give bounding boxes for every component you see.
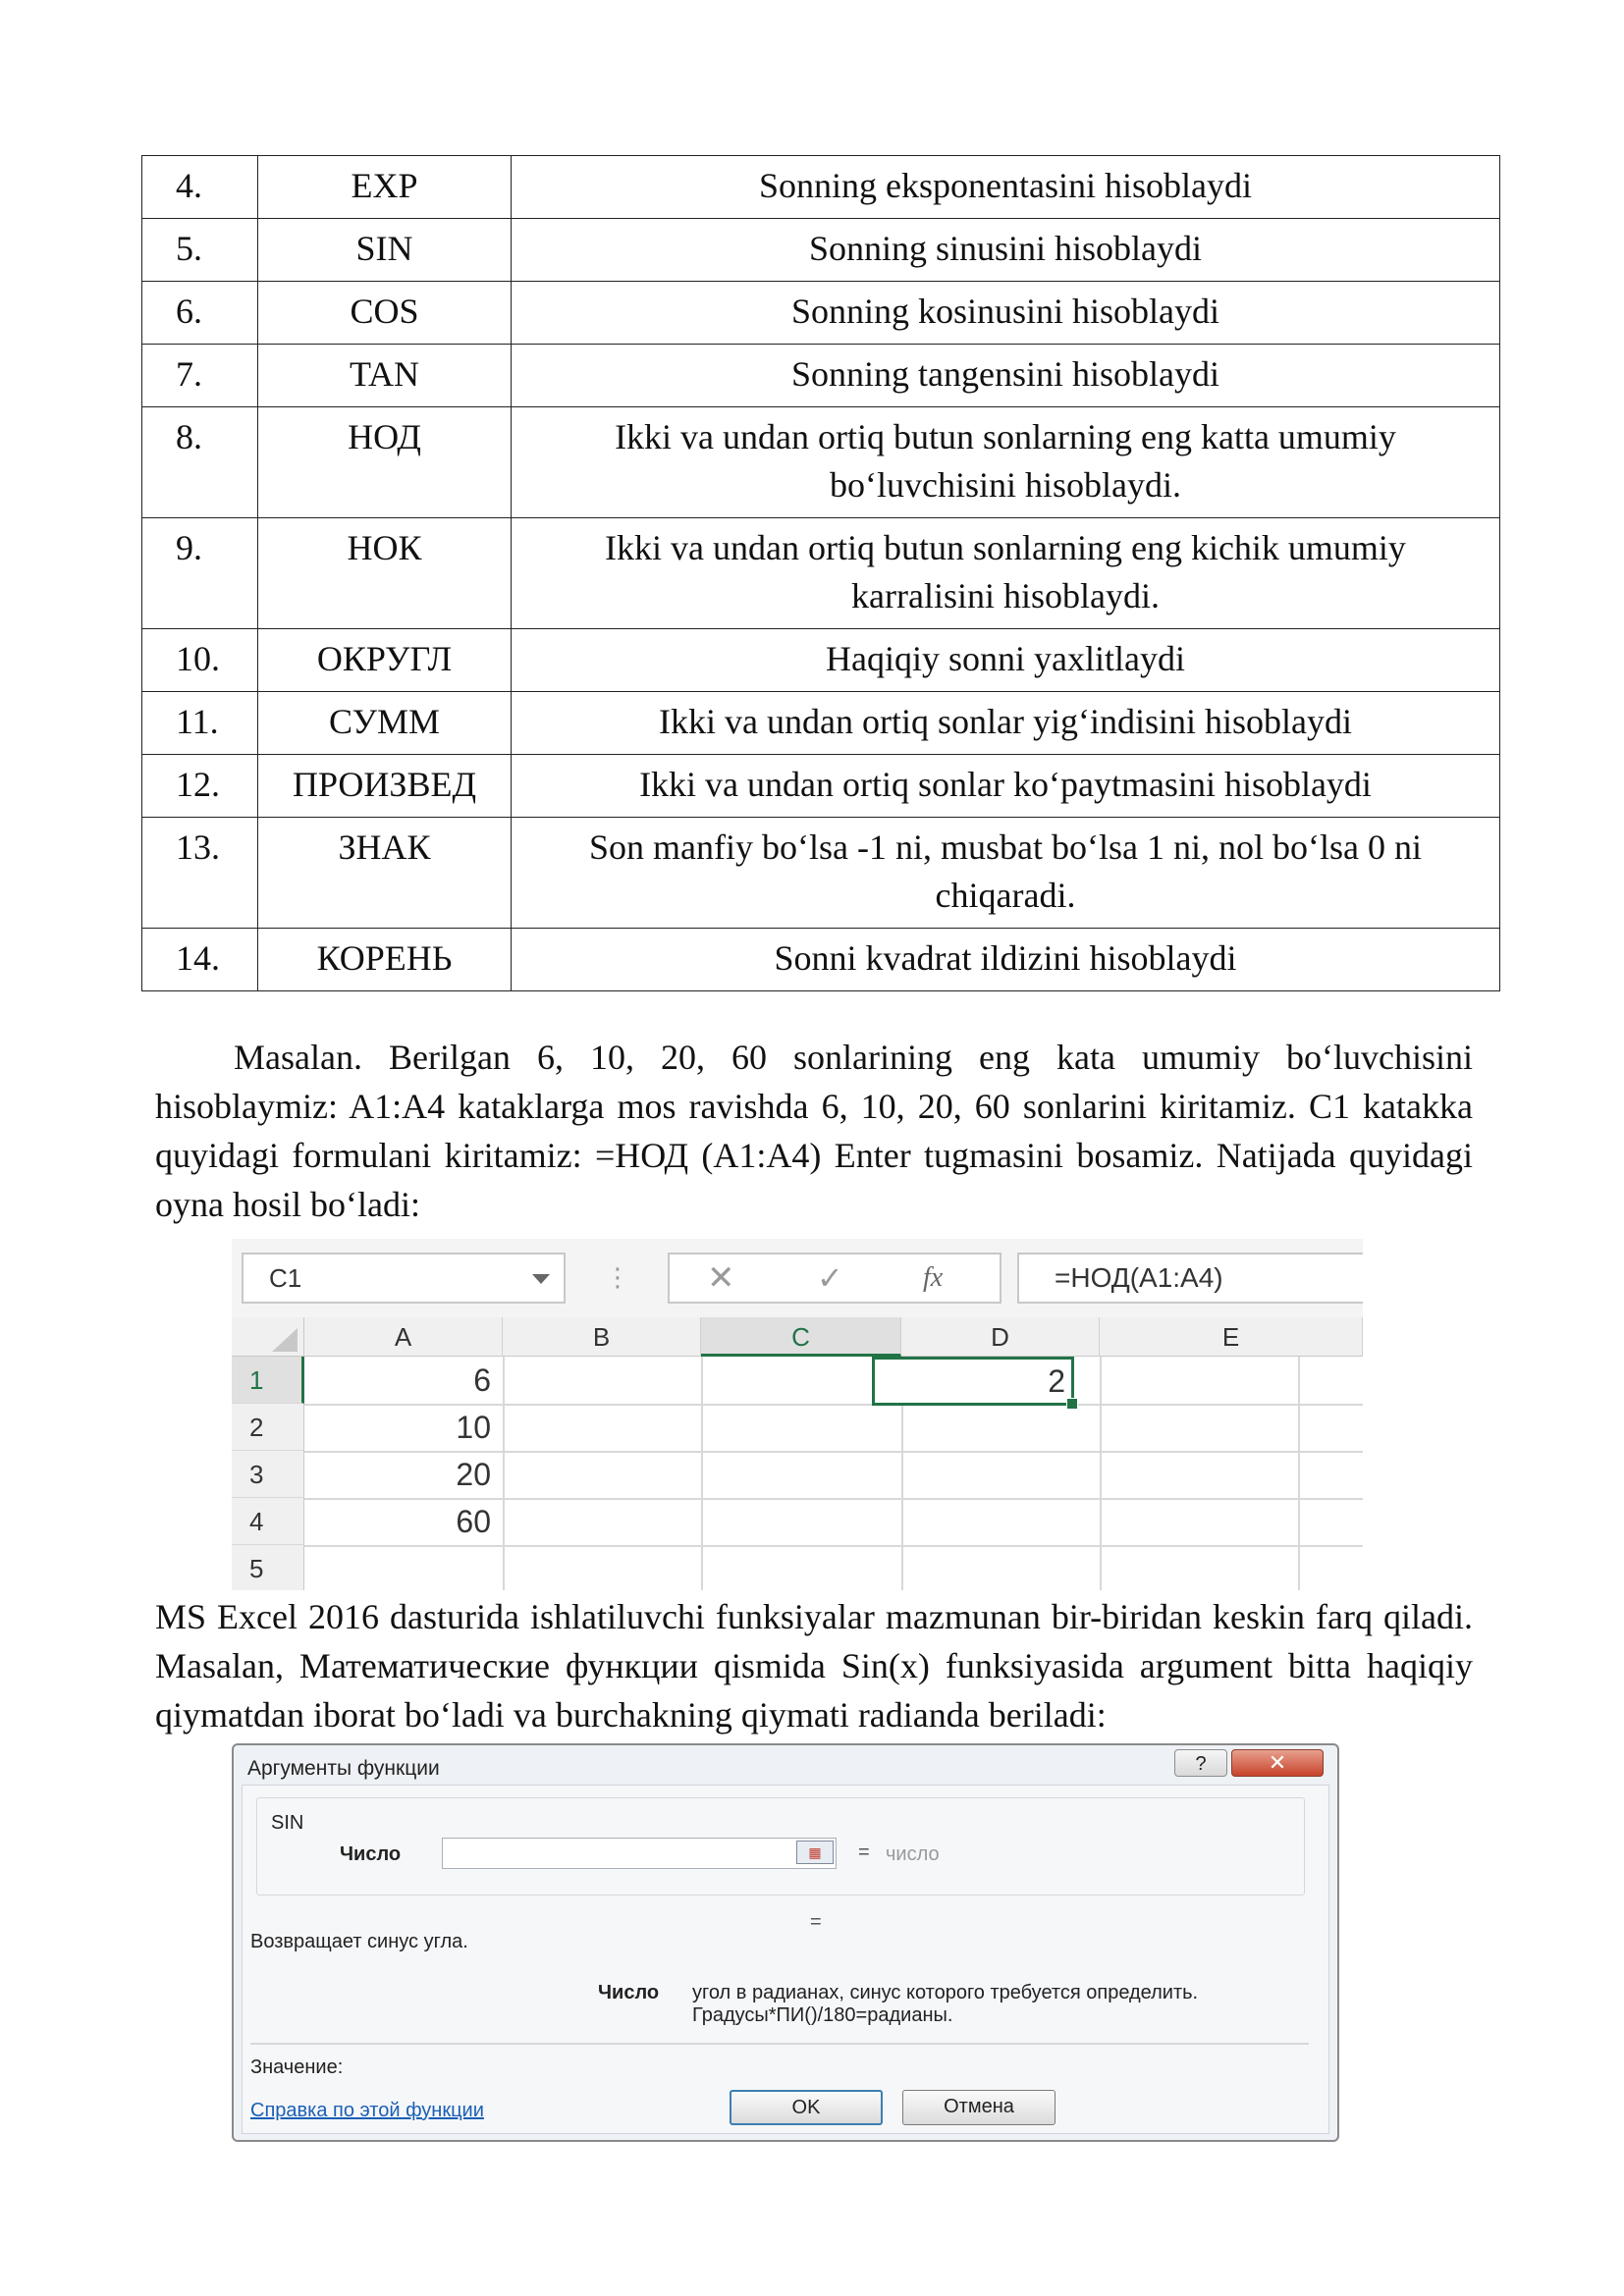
cell-c1-active[interactable] [872, 1357, 1074, 1406]
row-header-4[interactable]: 4 [232, 1498, 304, 1545]
row-header-2[interactable]: 2 [232, 1404, 304, 1451]
argument-description-line-2: Градусы*ПИ()/180=радианы. [692, 2004, 953, 2026]
table-row [142, 818, 1500, 929]
argument-description [692, 1982, 1198, 2027]
row-number: 6. [142, 282, 258, 345]
row-number: 5. [142, 219, 258, 282]
row-number: 7. [142, 345, 258, 407]
help-button[interactable]: ? [1174, 1749, 1227, 1777]
function-description-cell: Ikki va undan ortiq sonlar ko‘paytmasini hisoblaydi [512, 755, 1500, 818]
excel-screenshot [232, 1239, 1363, 1590]
function-description-cell: Sonning sinusini hisoblaydi [512, 219, 1500, 282]
cell-c1-value: 2 [1048, 1363, 1065, 1399]
cell-a4[interactable]: 60 [456, 1504, 491, 1539]
insert-function-icon[interactable]: fx [923, 1262, 944, 1293]
dropdown-arrow-icon[interactable] [532, 1274, 550, 1284]
cell-a1[interactable]: 6 [473, 1362, 491, 1398]
function-name-cell: ЗНАК [258, 818, 512, 929]
value-label: Значение: [250, 2056, 344, 2078]
result-equals: = [810, 1911, 822, 1933]
row-header-3[interactable]: 3 [232, 1451, 304, 1498]
column-header-c[interactable]: C [701, 1317, 901, 1357]
grid-line [304, 1545, 1363, 1547]
ok-button[interactable]: OK [730, 2090, 883, 2125]
grid-line [503, 1357, 505, 1590]
table-row [142, 156, 1500, 219]
function-name-cell: SIN [258, 219, 512, 282]
row-number: 11. [142, 692, 258, 755]
row-number: 4. [142, 156, 258, 219]
function-description: Возвращает синус угла. [250, 1931, 468, 1952]
table-row [142, 407, 1500, 518]
cell-a2[interactable]: 10 [456, 1410, 491, 1445]
dialog-body [242, 1785, 1329, 2134]
table-row [142, 518, 1500, 629]
table-row [142, 219, 1500, 282]
table-row [142, 345, 1500, 407]
table-row [142, 629, 1500, 692]
function-description-cell: Sonning tangensini hisoblaydi [512, 345, 1500, 407]
cell-a3[interactable]: 20 [456, 1457, 491, 1492]
formula-buttons [668, 1253, 1001, 1304]
row-number: 14. [142, 929, 258, 991]
row-number: 9. [142, 518, 258, 629]
table-row [142, 692, 1500, 755]
cancel-button[interactable]: Отмена [902, 2090, 1056, 2125]
function-name-cell: ОКРУГЛ [258, 629, 512, 692]
column-header-a[interactable]: A [304, 1317, 503, 1357]
spreadsheet-grid [232, 1317, 1363, 1590]
name-box[interactable] [242, 1253, 566, 1304]
functions-table-body [142, 156, 1500, 991]
argument-input[interactable] [442, 1838, 837, 1869]
dialog-title: Аргументы функции [247, 1757, 440, 1780]
function-description-cell: Ikki va undan ortiq sonlar yig‘indisini hisoblaydi [512, 692, 1500, 755]
function-arguments-dialog [232, 1743, 1339, 2142]
function-help-link[interactable]: Справка по этой функции [250, 2100, 484, 2121]
row-number: 10. [142, 629, 258, 692]
grid-line [701, 1357, 703, 1590]
function-name-cell: СУММ [258, 692, 512, 755]
function-name-cell: ПРОИЗВЕД [258, 755, 512, 818]
select-all-icon [272, 1328, 298, 1352]
grid-line [1298, 1357, 1300, 1590]
function-name: SIN [271, 1812, 304, 1834]
row-number: 8. [142, 407, 258, 518]
functions-table [141, 155, 1500, 991]
function-group [256, 1797, 1305, 1896]
enter-check-icon[interactable]: ✓ [817, 1260, 843, 1296]
argument-hint: число [886, 1843, 940, 1865]
range-select-icon[interactable]: ▦ [796, 1841, 834, 1864]
example-paragraph: Masalan. Berilgan 6, 10, 20, 60 sonlarining eng kata umumiy bo‘luvchisini hisoblaymiz: A1:A4 kataklarga mos ravishda 6, 10, 20, 60 sonlarini kiritamiz. C1 katakka quyidagi formulani kiritamiz: =НОД (A1:A4) Enter tugmasini bosamiz. Natijada quyidagi oyna hosil bo‘ladi: [155, 1038, 1473, 1224]
function-name-cell: TAN [258, 345, 512, 407]
function-name-cell: НОК [258, 518, 512, 629]
drag-handle-icon[interactable]: ⋮ [605, 1262, 630, 1292]
argument-description-label: Число [598, 1982, 660, 2003]
close-button[interactable]: ✕ [1231, 1749, 1324, 1777]
row-number: 13. [142, 818, 258, 929]
formula-bar[interactable]: =НОД(A1:A4) [1017, 1253, 1363, 1304]
function-description-cell: Sonni kvadrat ildizini hisoblaydi [512, 929, 1500, 991]
function-description-cell: Sonning eksponentasini hisoblaydi [512, 156, 1500, 219]
row-header-1[interactable]: 1 [232, 1357, 304, 1404]
column-header-d[interactable]: D [901, 1317, 1100, 1357]
function-description-cell: Son manfiy bo‘lsa -1 ni, musbat bo‘lsa 1 ni, nol bo‘lsa 0 ni chiqaradi. [512, 818, 1500, 929]
divider [250, 2043, 1309, 2045]
function-description-cell: Sonning kosinusini hisoblaydi [512, 282, 1500, 345]
function-name-cell: EXP [258, 156, 512, 219]
argument-equals: = [858, 1842, 870, 1863]
row-header-5[interactable]: 5 [232, 1545, 304, 1590]
table-row [142, 282, 1500, 345]
function-description-cell: Ikki va undan ortiq butun sonlarning eng katta umumiy bo‘luvchisini hisoblaydi. [512, 407, 1500, 518]
function-name-cell: КОРЕНЬ [258, 929, 512, 991]
argument-label: Число [340, 1843, 402, 1865]
fill-handle[interactable] [1066, 1398, 1078, 1410]
column-header-b[interactable]: B [503, 1317, 701, 1357]
function-name-cell: COS [258, 282, 512, 345]
select-all-corner[interactable] [232, 1317, 304, 1357]
cancel-icon[interactable]: ✕ [707, 1259, 735, 1297]
grid-line [1100, 1357, 1102, 1590]
column-header-e[interactable]: E [1100, 1317, 1363, 1357]
explanation-paragraph: MS Excel 2016 dasturida ishlatiluvchi funksiyalar mazmunan bir-biridan keskin farq qiladi. Masalan, Математические функции qismida Sin(x) funksiyasida argument bitta haqiqiy qiymatdan iborat bo‘ladi va burchakning qiymati radianda beriladi: [155, 1597, 1473, 1735]
function-description-cell: Haqiqiy sonni yaxlitlaydi [512, 629, 1500, 692]
function-description-cell: Ikki va undan ortiq butun sonlarning eng kichik umumiy karralisini hisoblaydi. [512, 518, 1500, 629]
table-row [142, 755, 1500, 818]
function-name-cell: НОД [258, 407, 512, 518]
row-number: 12. [142, 755, 258, 818]
name-box-value: C1 [269, 1263, 302, 1293]
table-row [142, 929, 1500, 991]
cells-area[interactable] [304, 1357, 1363, 1590]
argument-description-line-1: угол в радианах, синус которого требуется определить. [692, 1982, 1199, 2003]
